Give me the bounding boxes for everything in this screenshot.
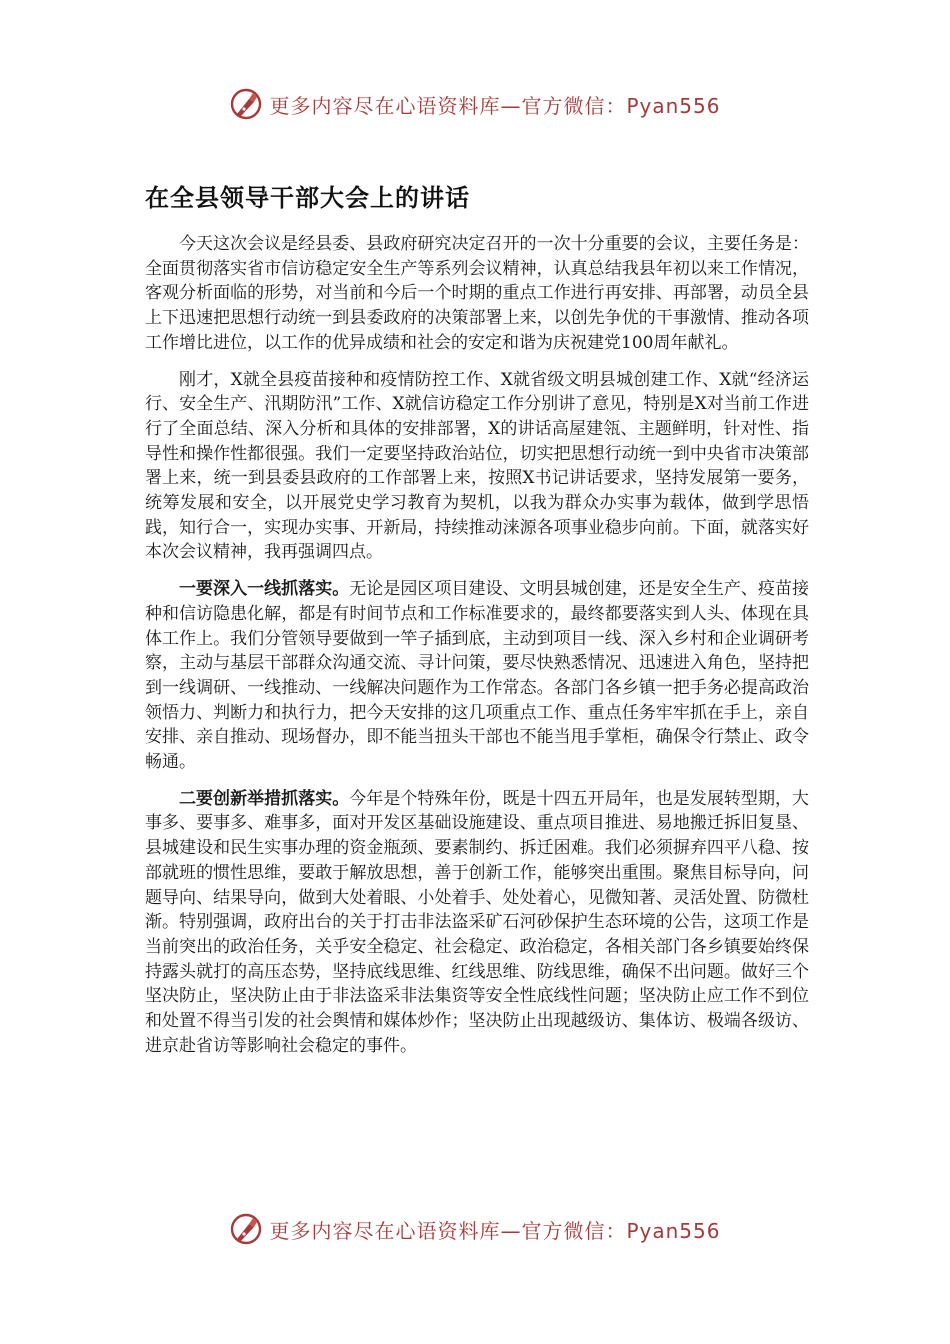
paragraph (145, 787, 809, 1059)
paragraph (145, 368, 809, 566)
paragraph-lead: 二要创新举措抓落实。 (179, 788, 350, 809)
banner-text: 更多内容尽在心语资料库—官方微信：Pyan556 (269, 93, 721, 118)
document-title: 在全县领导干部大会上的讲话 (145, 184, 470, 212)
header-banner (0, 84, 950, 124)
footer-banner (0, 1209, 950, 1249)
paragraph-text: 无论是园区项目建设、文明县城创建，还是安全生产、疫苗接种和信访隐患化解，都是有时间节点和工作标准要求的，最终都要落实到人头、体现在具体工作上。我们分管领导要做到一竿子插到底，主动到项目一线、深入乡村和企业调研考察，主动与基层干部群众沟通交流、寻计问策，要尽快熟悉情况、迅速进入角色，坚持把到一线调研、一线推动、一线解决问题作为工作常态。各部门各乡镇一把手务必提高政治领悟力、判断力和执行力，把今天安排的这几项重点工作、重点任务牢牢抓在手上，亲自安排、亲自推动、现场督办，即不能当扭头干部也不能当甩手掌柜，确保令行禁止、政令畅通。 (145, 579, 810, 773)
paragraph-lead: 一要深入一线抓落实。 (179, 579, 350, 600)
pen-nib-circle-icon (229, 1212, 263, 1246)
paragraph-text: 今年是个特殊年份，既是十四五开局年，也是发展转型期，大事多、要事多、难事多，面对开发区基础设施建设、重点项目推进、易地搬迁拆旧复垦、县城建设和民生实事办理的资金瓶颈、要素制约、拆迁困难。我们必须摒弃四平八稳、按部就班的惯性思维，要敢于解放思想，善于创新工作，能够突出重围。聚焦目标导向，问题导向、结果导向，做到大处着眼、小处着手、处处着心，见微知著、灵活处置、防微杜渐。特别强调，政府出台的关于打击非法盗采矿石河砂保护生态环境的公告，这项工作是当前突出的政治任务，关乎安全稳定、社会稳定、政治稳定，各相关部门各乡镇要始终保持露头就打的高压态势，坚持底线思维、红线思维、防线思维，确保不出问题。做好三个坚决防止，坚决防止由于非法盗采非法集资等安全性底线性问题；坚决防止应工作不到位和处置不得当引发的社会舆情和媒体炒作；坚决防止出现越级访、集体访、极端各级访、进京赴省访等影响社会稳定的事件。 (145, 788, 810, 1056)
paragraph-text: 刚才，X就全县疫苗接种和疫情防控工作、X就省级文明县城创建工作、X就“经济运行、安全生产、汛期防汛”工作、X就信访稳定工作分别讲了意见，特别是X对当前工作进行了全面总结、深入分析和具体的安排部署，X的讲话高屋建瓴、主题鲜明，针对性、指导性和操作性都很强。我们一定要坚持政治站位，切实把思想行动统一到中央省市决策部署上来，统一到县委县政府的工作部署上来，按照X书记讲话要求，坚持发展第一要务，统筹发展和安全，以开展党史学习教育为契机，以我为群众办实事为载体，做到学思悟践，知行合一，实现办实事、开新局，持续推动涞源各项事业稳步向前。下面，就落实好本次会议精神，我再强调四点。 (145, 369, 809, 563)
paragraph (145, 232, 809, 356)
pen-nib-circle-icon (229, 87, 263, 121)
paragraph (145, 577, 809, 775)
banner-text: 更多内容尽在心语资料库—官方微信：Pyan556 (269, 1218, 721, 1243)
paragraph-text: 今天这次会议是经县委、县政府研究决定召开的一次十分重要的会议，主要任务是：全面贯彻落实省市信访稳定安全生产等系列会议精神，认真总结我县年初以来工作情况，客观分析面临的形势，对当前和今后一个时期的重点工作进行再安排、再部署，动员全县上下迅速把思想行动统一到县委政府的决策部署上来，以创先争优的干事激情、推动各项工作增比进位，以工作的优异成绩和社会的安定和谐为庆祝建党100周年献礼。 (145, 234, 809, 353)
document-body (145, 232, 809, 1071)
